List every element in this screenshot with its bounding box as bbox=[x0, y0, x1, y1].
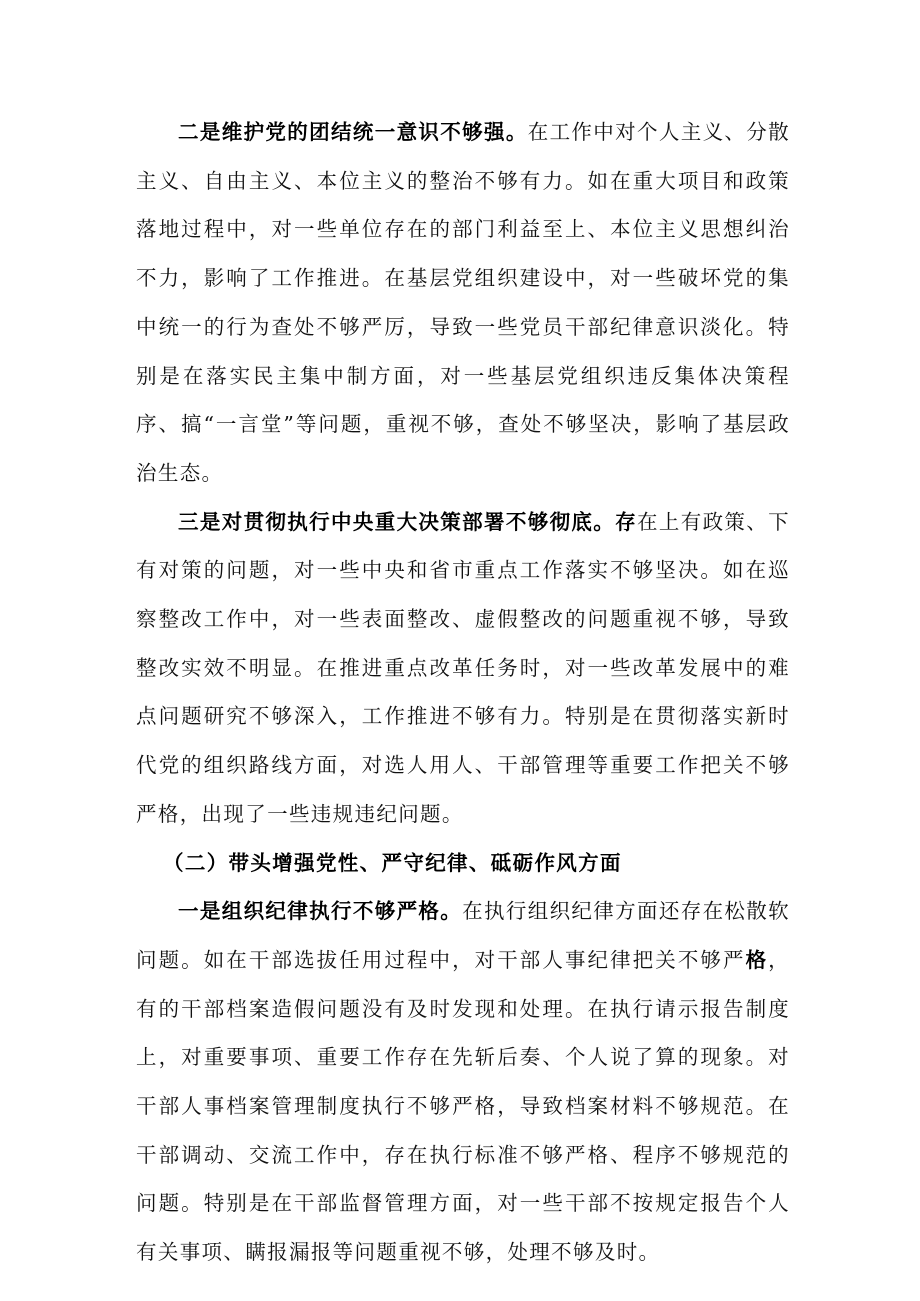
paragraph-text: 在工作中对个人主义、分散主义、自由主义、本位主义的整治不够有力。如在重大项目和政策落地过程中，对一些单位存在的部门利益至上、本位主义思想纠治不力，影响了工作推进。在基层党组织建设中，对一些破坏党的集中统一的行为查处不够严厉，导致一些党员干部纪律意识淡化。特别是在落实民主集中制方面，对一些基层党组织违反集体决策程序、搞“一言堂”等问题，重视不够，查处不够坚决，影响了基层政治生态。 bbox=[136, 120, 790, 485]
paragraph-unity-awareness bbox=[136, 108, 790, 498]
paragraph-text: ，有的干部档案造假问题没有及时发现和处理。在执行请示报告制度上，对重要事项、重要工作存在先斩后奏、个人说了算的现象。对干部人事档案管理制度执行不够严格，导致档案材料不够规范。在干部调动、交流工作中，存在执行标准不够严格、程序不够规范的问题。特别是在干部监督管理方面，对一些干部不按规定报告个人有关事项、瞒报漏报等问题重视不够，处理不够及时。 bbox=[136, 947, 790, 1265]
paragraph-policy-implementation bbox=[136, 498, 790, 839]
paragraph-lead: 二是维护党的团结统一意识不够强。 bbox=[178, 120, 528, 144]
paragraph-emphasis: 格 bbox=[745, 947, 769, 972]
paragraph-organizational-discipline bbox=[136, 887, 790, 1277]
document-body bbox=[136, 108, 790, 1277]
paragraph-lead: 一是组织纪律执行不够严格。 bbox=[178, 899, 463, 924]
paragraph-text: 在上有政策、下有对策的问题，对一些中央和省市重点工作落实不够坚决。如在巡察整改工作中，对一些表面整改、虚假整改的问题重视不够，导致整改实效不明显。在推进重点改革任务时，对一些改革发展中的难点问题研究不够深入，工作推进不够有力。特别是在贯彻落实新时代党的组织路线方面，对选人用人、干部管理等重要工作把关不够严格，出现了一些违规违纪问题。 bbox=[136, 509, 790, 826]
section-heading: （二）带头增强党性、严守纪律、砥砺作风方面 bbox=[163, 850, 622, 875]
paragraph-text: 在执行组织纪律方面还存在松散软问题。如在干部选拔任用过程中，对干部人事纪律把关不够严 bbox=[136, 899, 790, 972]
paragraph-lead: 三是对贯彻执行中央重大决策部署不够彻底。存 bbox=[178, 509, 637, 534]
